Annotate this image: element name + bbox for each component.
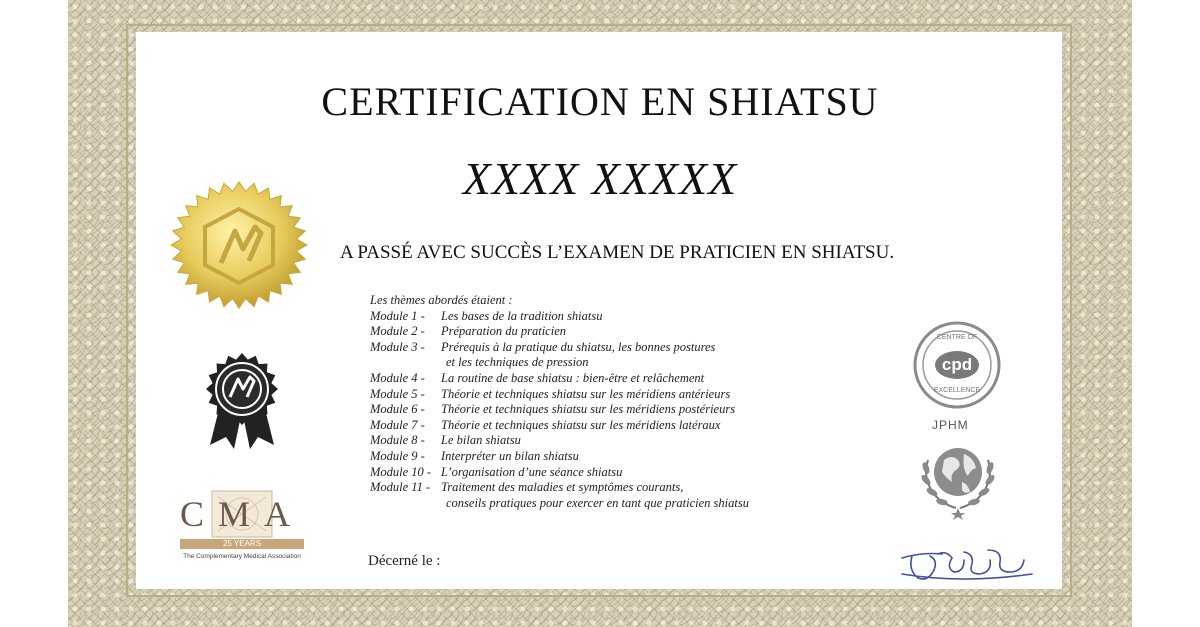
module-text: Préparation du praticien — [441, 324, 566, 339]
module-row — [370, 340, 749, 356]
module-number: Module 10 - — [370, 464, 432, 479]
recipient-name: XXXX XXXXX — [462, 153, 738, 204]
cpd-badge-icon — [913, 321, 1001, 409]
module-number: Module 8 - — [370, 433, 425, 448]
signature-icon — [898, 538, 1048, 588]
module-row — [370, 324, 749, 340]
certificate-title: CERTIFICATION EN SHIATSU — [321, 79, 879, 124]
module-row — [370, 402, 749, 418]
module-row — [370, 371, 749, 387]
module-text: La routine de base shiatsu : bien-être et relâchement — [441, 370, 705, 385]
module-text-continued: et les techniques de pression — [446, 355, 589, 370]
module-row — [370, 433, 749, 449]
module-number: Module 3 - — [370, 339, 425, 354]
cpd-top-text: CENTRE OF — [936, 334, 978, 341]
module-row — [370, 449, 749, 465]
module-row — [370, 309, 749, 325]
module-number: Module 6 - — [370, 402, 425, 417]
module-text: Théorie et techniques shiatsu sur les méridiens antérieurs — [441, 386, 731, 401]
module-text: Interpréter un bilan shiatsu — [441, 448, 579, 463]
cma-logo-icon — [172, 487, 312, 565]
module-row — [370, 418, 749, 434]
rosette-badge-icon — [196, 345, 288, 451]
module-number: Module 5 - — [370, 386, 425, 401]
cpd-mid-text: cpd — [941, 355, 973, 374]
jphm-label: JPHM — [932, 418, 969, 432]
module-indent — [370, 355, 441, 371]
module-number: Module 9 - — [370, 448, 425, 463]
gold-seal-icon — [163, 175, 315, 315]
module-number: Module 11 - — [370, 480, 431, 495]
module-text: L’organisation d’une séance shiatsu — [441, 464, 623, 479]
module-text: Le bilan shiatsu — [441, 433, 521, 448]
cpd-bottom-text: EXCELLENCE — [933, 387, 981, 394]
module-row-continued — [370, 355, 749, 371]
module-number: Module 7 - — [370, 417, 425, 432]
module-row — [370, 480, 749, 496]
module-number: Module 1 - — [370, 308, 425, 323]
module-indent — [370, 496, 441, 512]
themes-intro: Les thèmes abordés étaient : — [370, 293, 513, 307]
module-text: Traitement des maladies et symptômes courants, — [441, 480, 684, 495]
awarded-label: Décerné le : — [368, 553, 441, 569]
globe-laurel-icon — [908, 430, 1008, 520]
modules-list — [370, 293, 749, 511]
module-row-continued — [370, 496, 749, 512]
module-text: Les bases de la tradition shiatsu — [441, 308, 603, 323]
module-row — [370, 465, 749, 481]
pass-statement: A PASSÉ AVEC SUCCÈS L’EXAMEN DE PRATICIEN EN SHIATSU. — [340, 242, 895, 263]
module-text-continued: conseils pratiques pour exercer en tant que praticien shiatsu — [446, 495, 749, 510]
module-text: Théorie et techniques shiatsu sur les méridiens postérieurs — [441, 402, 736, 417]
module-rows — [370, 309, 749, 512]
cma-years: 25 YEARS — [222, 539, 262, 548]
cma-letters: CMA — [179, 494, 305, 534]
module-row — [370, 387, 749, 403]
module-number: Module 4 - — [370, 370, 425, 385]
cma-caption: The Complementary Medical Association — [183, 553, 301, 560]
module-text: Théorie et techniques shiatsu sur les méridiens latéraux — [441, 417, 721, 432]
module-number: Module 2 - — [370, 324, 425, 339]
module-text: Prérequis à la pratique du shiatsu, les bonnes postures — [441, 339, 716, 354]
